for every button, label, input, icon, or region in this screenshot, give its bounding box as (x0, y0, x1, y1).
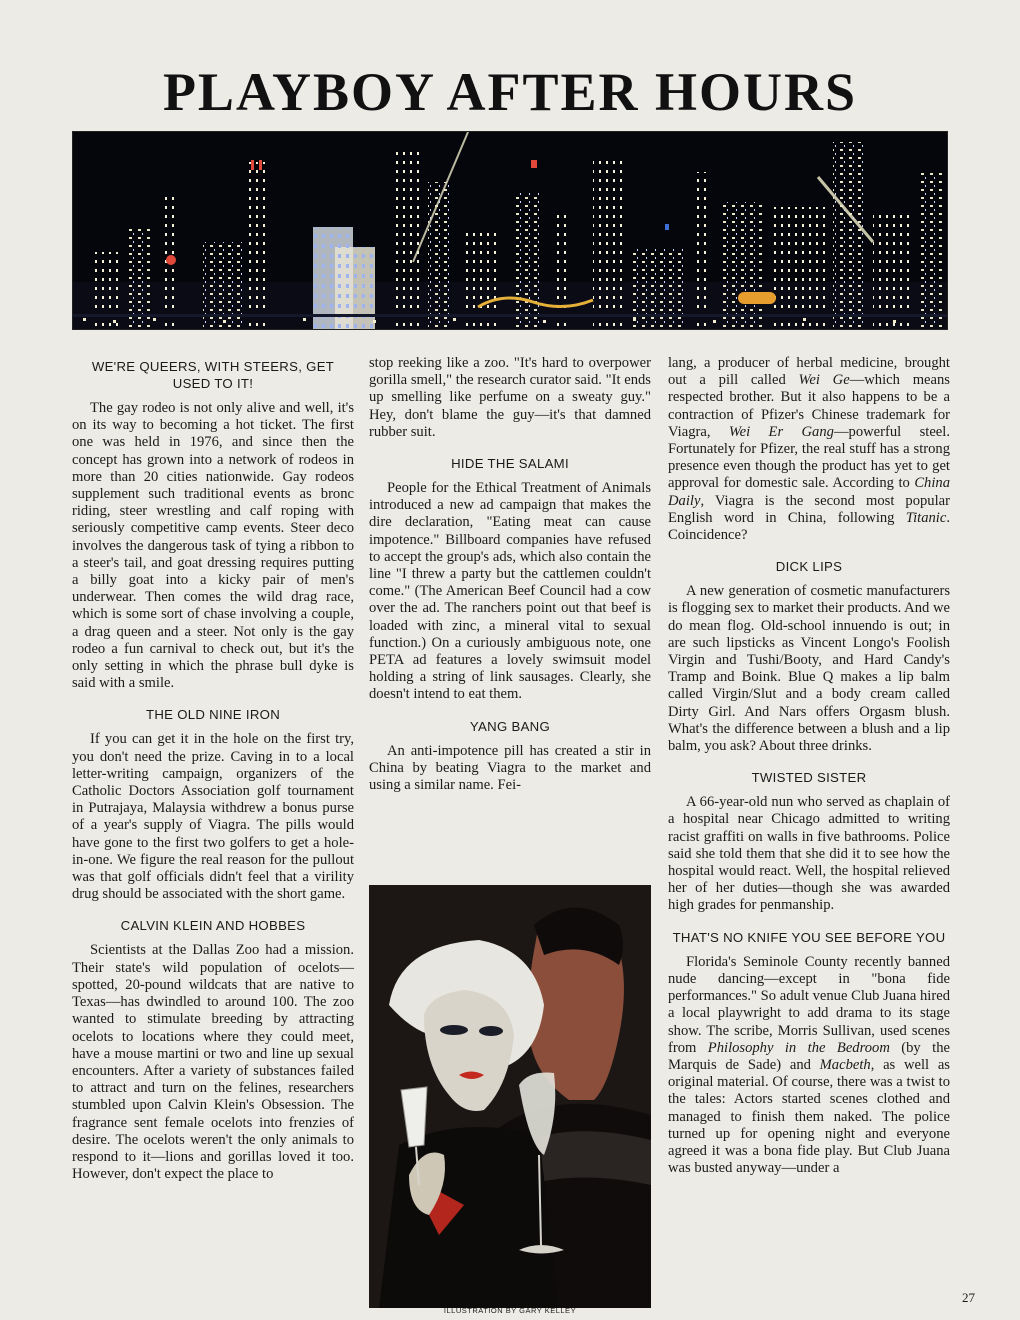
nine-iron-paragraph: If you can get it in the hole on the first try, you don't need the prize. Caving in to a local letter-writing campaign, organizers of the Catholic Doctors Association golf tournament in Putrajaya, Malaysia withdrew a bonus purse of a year's supply of Viagra. The pills would have gone to the first two golfers to get a hole-in-one. We figure the real reason for the pullout was that golf officials didn't feel that a virility drug should be associated with the short game. (72, 731, 354, 903)
section-heading-yang: YANG BANG (469, 718, 551, 734)
section-heading-dick-lips: DICK LIPS (775, 559, 843, 575)
section-heading-nine-iron: THE OLD NINE IRON (145, 707, 281, 723)
section-heading-knife: THAT'S NO KNIFE YOU SEE BEFORE YOU (672, 929, 946, 945)
yang-paragraph-continued: lang, a producer of herbal medicine, brought out a pill called Wei Ge—which means respected brother. But it also happens to be a contraction of Pfizer's Chinese trademark for Viagra, Wei Er Gang—powerful steel. Fortunately for Pfizer, the real stuff has a strong presence even though the product has yet to get approval for domestic sale. According to China Daily, Viagra is the second most popular English word in China, following Titanic. Coincidence? (668, 355, 950, 544)
article-column-2 (369, 355, 651, 794)
article-column-3 (668, 355, 950, 1177)
yang-paragraph: An anti-impotence pill has created a stir in China by beating Viagra to the market and using a similar name. Fei- (369, 742, 651, 794)
knife-paragraph: Florida's Seminole County recently banned nude dancing—except in "bona fide performances." So adult venue Club Juana hired a local playwright to add drama to its stage show. The scribe, Morris Sullivan, used scenes from Philosophy in the Bedroom (by the Marquis de Sade) and Macbeth, as well as original material. Of course, there was a twist to the tales: Actors started scenes clothed and managed to finish them naked. The police turned up for opening night and everyone agreed it was a bona fide play. But Club Juana was busted anyway—under a (668, 953, 950, 1177)
page-number: 27 (962, 1290, 975, 1305)
dick-lips-paragraph: A new generation of cosmetic manufacturers is flogging sex to market their products. And we do mean flog. Old-school innuendo is out; in are such lipsticks as Vincent Longo's Foolish Virgin and Tushi/Booty, and Hard Candy's Tramp and Boink. Blue Q makes a lip balm called Virgin/Slut and a body cream called Dirty Girl. And Nars offers Orgasm blush. What's the difference between a blush and a lip balm, you ask? About three drinks. (668, 583, 950, 755)
city-skyline-illustration (72, 131, 948, 330)
section-heading-rodeo: WE'RE QUEERS, WITH STEERS, GET USED TO IT! (91, 359, 335, 391)
couple-champagne-illustration (369, 885, 651, 1308)
calvin-paragraph-continued: stop reeking like a zoo. "It's hard to overpower gorilla smell," the research curator said. "It ends up smelling like perfume on a sweaty guy." Hey, don't blame the guy—it's that damned rubber suit. (369, 355, 651, 440)
section-heading-calvin: CALVIN KLEIN AND HOBBES (120, 918, 306, 934)
masthead-title: PLAYBOY AFTER HOURS (162, 62, 858, 122)
article-column-1 (72, 355, 354, 1183)
calvin-paragraph: Scientists at the Dallas Zoo had a mission. Their state's wild population of ocelots—spotted, 20-pound wildcats that are native to Texas—has dwindled to around 100. The zoo wanted to stimulate breeding by attracting ocelots to locations where they could meet, have a mouse martini or two and line up sexual encounters. After a variety of substances failed to attract and turn on the felines, researchers stumbled upon Calvin Klein's Obsession. The fragrance sent female ocelots into frenzies of desire. The ocelots weren't the only animals to respond to it—lions and gorillas loved it too. However, don't expect the place to (72, 942, 354, 1183)
section-heading-sister: TWISTED SISTER (751, 770, 867, 786)
illustration-credit: ILLUSTRATION BY GARY KELLEY (443, 1306, 577, 1315)
sister-paragraph: A 66-year-old nun who served as chaplain of a hospital near Chicago admitted to writing racist graffiti on walls in five bathrooms. Police said she told them that she did it to see how the hospital would react. Well, the hospital relieved her of her duties—though she was awarded high grades for penmanship. (668, 794, 950, 914)
rodeo-paragraph: The gay rodeo is not only alive and well, it's on its way to becoming a hot ticket. The first one was held in 1976, and since then the concept has grown into a network of rodeos in more than 20 cities nationwide. Gay rodeos supplement such traditional events as bronc riding, steer wrestling and calf roping with seriously competitive camp events. Steer deco involves the dangerous task of tying a ribbon to a steer's tail, and goat dressing requires putting a billy goat into a kicky pair of men's underwear. Then comes the wild drag race, which is some sort of chase involving a couple, a drag queen and a steer. Not only is the gay rodeo a fun carnival to check out, but it's the only setting in which the phrase bull dyke is said with a smile. (72, 400, 354, 692)
section-heading-salami: HIDE THE SALAMI (451, 456, 569, 472)
salami-paragraph: People for the Ethical Treatment of Animals introduced a new ad campaign that makes the dire declaration, "Eating meat can cause impotence." Billboard companies have refused to accept the group's ads, which also contain the line "I threw a party but the cattlemen couldn't come." (The American Beef Council had a cow over the ad. The ranchers point out that beef is loaded with zinc, a mineral vital to sexual function.) On a curiously ambiguous note, one PETA ad features a lovely swimsuit model holding a string of link sausages. Clearly, she doesn't intend to eat them. (369, 480, 651, 703)
